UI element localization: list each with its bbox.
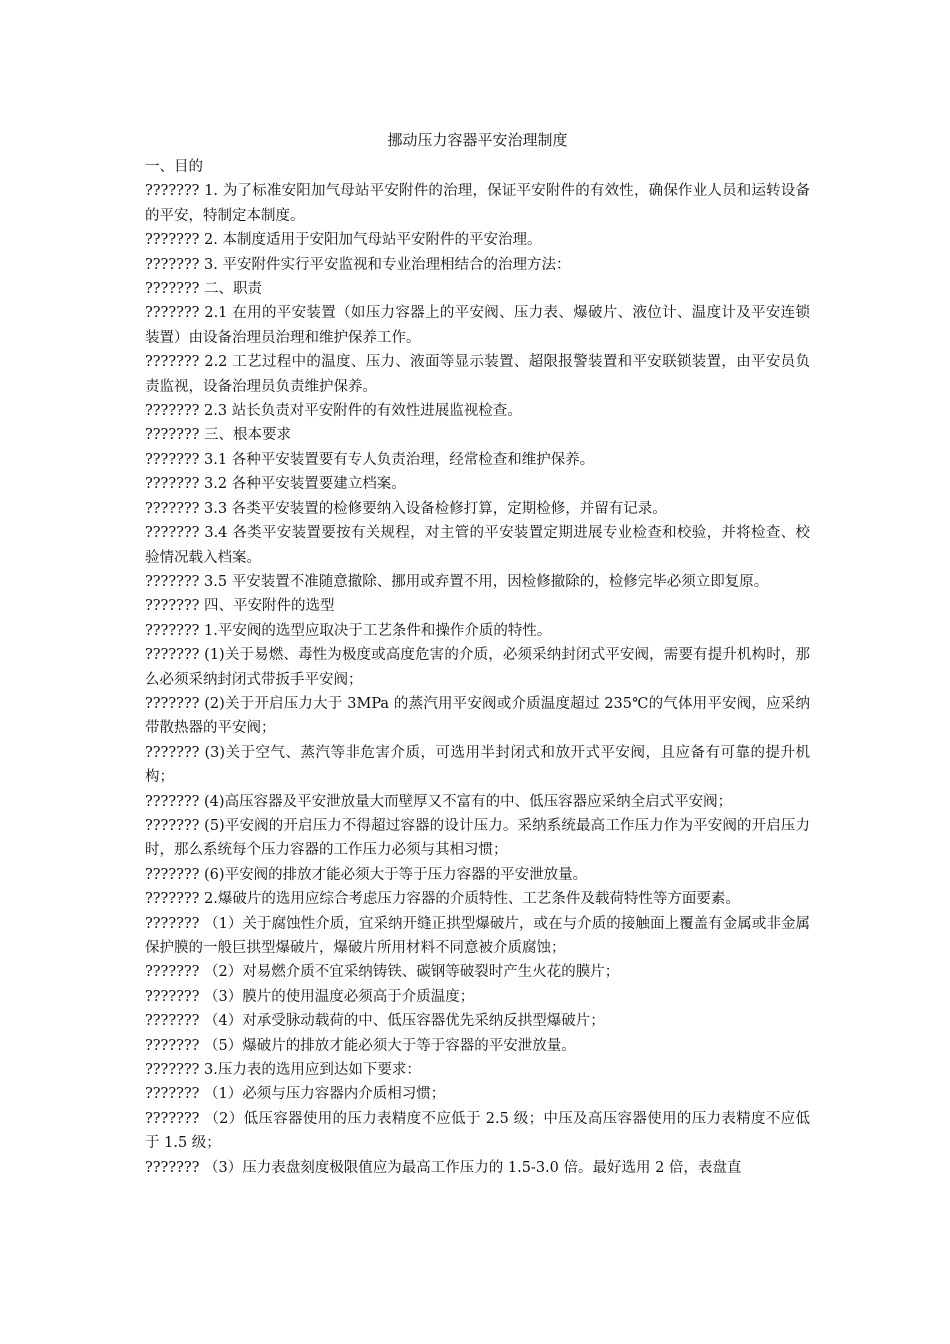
body-paragraph: ??????? (1)关于易燃、毒性为极度或高度危害的介质，必须采纳封闭式平安阀，需要有提升机构时，那么必须采纳封闭式带扳手平安阀； xyxy=(145,647,810,688)
body-paragraph: ??????? （3）压力表盘刻度极限值应为最高工作压力的 1.5-3.0 倍。最好选用 2 倍，表盘直 xyxy=(145,1159,742,1176)
body-paragraph: ??????? 1.平安阀的选型应取决于工艺条件和操作介质的特性。 xyxy=(145,622,552,639)
section-heading: ??????? 三、根本要求 xyxy=(145,427,292,444)
body-paragraph: ??????? 3. 平安附件实行平安监视和专业治理相结合的治理方法： xyxy=(145,256,571,273)
body-paragraph: ??????? （1）关于腐蚀性介质，宜采纳开缝正拱型爆破片，或在与介质的接触面上覆盖有金属或非金属保护膜的一般巨拱型爆破片，爆破片所用材料不同意被介质腐蚀； xyxy=(145,915,810,956)
body-paragraph: ??????? (3)关于空气、蒸汽等非危害介质，可选用半封闭式和放开式平安阀，且应备有可靠的提升机构； xyxy=(145,744,810,786)
section-heading: ??????? 二、职责 xyxy=(145,281,263,298)
body-paragraph: ??????? 2.1 在用的平安装置（如压力容器上的平安阀、压力表、爆破片、液位计、温度计及平安连锁装置）由设备治理员治理和维护保养工作。 xyxy=(145,305,810,346)
body-paragraph: ??????? 3.4 各类平安装置要按有关规程，对主管的平安装置定期进展专业检查和校验，并将检查、校验情况载入档案。 xyxy=(145,525,810,566)
body-paragraph: ??????? (5)平安阀的开启压力不得超过容器的设计压力。采纳系统最高工作压力作为平安阀的开启压力时，那么系统每个压力容器的工作压力必须与其相习惯； xyxy=(145,817,810,859)
body-paragraph: ??????? 2. 本制度适用于安阳加气母站平安附件的平安治理。 xyxy=(145,232,542,249)
body-paragraph: ??????? (6)平安阀的排放才能必须大于等于压力容器的平安泄放量。 xyxy=(145,866,588,883)
body-paragraph: ??????? 2.爆破片的选用应综合考虑压力容器的介质特性、工艺条件及载荷特性等方面要素。 xyxy=(145,891,740,908)
section-heading: 一、目的 xyxy=(145,159,203,175)
document-title: 挪动压力容器平安治理制度 xyxy=(387,131,568,149)
body-paragraph: ??????? 3.压力表的选用应到达如下要求： xyxy=(145,1062,421,1079)
section-heading: ??????? 四、平安附件的选型 xyxy=(145,598,335,615)
body-paragraph: ??????? 2.2 工艺过程中的温度、压力、液面等显示装置、超限报警装置和平安联锁装置，由平安员负责监视，设备治理员负责维护保养。 xyxy=(145,354,810,395)
document-page xyxy=(145,128,810,1180)
body-paragraph: ??????? （3）膜片的使用温度必须高于介质温度； xyxy=(145,988,475,1005)
body-paragraph: ??????? 3.5 平安装置不准随意撤除、挪用或弃置不用，因检修撤除的，检修完毕必须立即复原。 xyxy=(145,573,769,590)
body-paragraph: ??????? (2)关于开启压力大于 3MPa 的蒸汽用平安阀或介质温度超过 235℃的气体用平安阀，应采纳带散热器的平安阀； xyxy=(145,695,810,737)
body-paragraph: ??????? （2）对易燃介质不宜采纳铸铁、碳钢等破裂时产生火花的膜片； xyxy=(145,964,620,981)
body-paragraph: ??????? 3.1 各种平安装置要有专人负责治理，经常检查和维护保养。 xyxy=(145,451,595,468)
body-paragraph: ??????? 1. 为了标准安阳加气母站平安附件的治理，保证平安附件的有效性，确保作业人员和运转设备的平安，特制定本制度。 xyxy=(145,183,810,224)
body-paragraph: ??????? （1）必须与压力容器内介质相习惯； xyxy=(145,1086,446,1103)
body-paragraph: ??????? (4)高压容器及平安泄放量大而壁厚又不富有的中、低压容器应采纳全启式平安阀； xyxy=(145,793,733,810)
body-paragraph: ??????? （4）对承受脉动载荷的中、低压容器优先采纳反拱型爆破片； xyxy=(145,1013,605,1030)
body-paragraph: ??????? 3.3 各类平安装置的检修要纳入设备检修打算，定期检修，并留有记录。 xyxy=(145,500,667,517)
body-paragraph: ??????? 2.3 站长负责对平安附件的有效性进展监视检查。 xyxy=(145,403,522,420)
body-paragraph: ??????? （5）爆破片的排放才能必须大于等于容器的平安泄放量。 xyxy=(145,1037,576,1054)
body-paragraph: ??????? （2）低压容器使用的压力表精度不应低于 2.5 级；中压及高压容器使用的压力表精度不应低于 1.5 级； xyxy=(145,1110,810,1152)
body-paragraph: ??????? 3.2 各种平安装置要建立档案。 xyxy=(145,476,406,493)
